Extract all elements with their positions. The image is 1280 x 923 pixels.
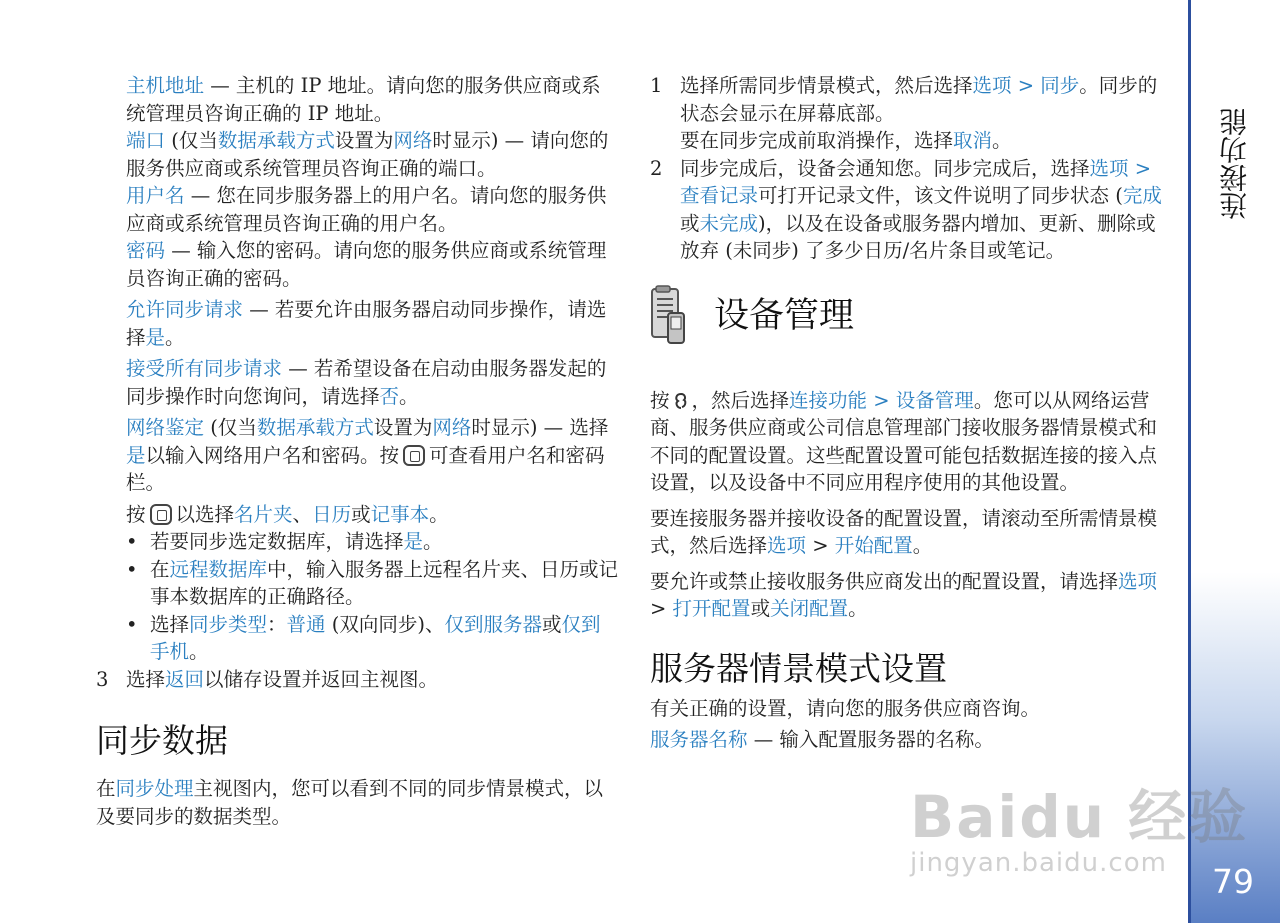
link-cancel[interactable]: 取消 [953, 129, 993, 152]
device-mgmt-para-2 [650, 505, 1170, 560]
device-mgmt-header [650, 285, 1170, 347]
password-item [96, 237, 620, 292]
text: — 输入您的密码。请向您的服务供应商或系统管理员咨询正确的密码。 [126, 239, 607, 290]
link-network[interactable]: 网络 [393, 129, 433, 152]
step-2 [650, 155, 1170, 265]
text: 选择所需同步情景模式，然后选择 [680, 74, 973, 97]
right-column [650, 72, 1170, 754]
text: 在 [150, 557, 170, 581]
text: 以储存设置并返回主视图。 [204, 667, 439, 691]
link-view-log[interactable]: 查看记录 [680, 184, 759, 207]
navi-key-icon [150, 504, 172, 525]
allow-sync-term[interactable]: 允许同步请求 [126, 298, 244, 321]
bullet-item [96, 556, 620, 611]
net-auth-term[interactable]: 网络鉴定 [126, 416, 205, 439]
step-3 [96, 666, 620, 694]
text: — 若要允许由服务器启动同步操作，请选择 [126, 298, 607, 349]
step-number: 2 [650, 156, 663, 180]
link-complete[interactable]: 完成 [1122, 184, 1162, 207]
link-sync-handler[interactable]: 同步处理 [115, 777, 194, 800]
net-auth-item [96, 414, 620, 497]
link-notes[interactable]: 记事本 [370, 502, 430, 526]
accept-all-item [96, 355, 620, 410]
text: 。您可以从网络运营商、服务供应商或公司信息管理部门接收服务器情景模式和不同的配置设置。这些配置设置可能包括数据连接的接入点设置，以及设备中不同应用程序使用的其他设置。 [650, 388, 1158, 494]
sync-data-para [96, 775, 620, 830]
text: 按 [126, 502, 146, 526]
text: 以输入网络用户名和密码。按 [145, 443, 400, 467]
text: 中，输入服务器上远程名片夹、日历或记事本数据库的正确路径。 [150, 557, 619, 608]
text: 、 [292, 502, 313, 526]
link-device-mgmt[interactable]: 设备管理 [895, 388, 974, 412]
bullet-mark: • [126, 530, 138, 553]
left-column [96, 72, 620, 830]
link-remote-db[interactable]: 远程数据库 [169, 557, 268, 581]
watermark-url: jingyan.baidu.com [910, 848, 1167, 878]
link-normal[interactable]: 普通 [286, 612, 326, 636]
text: — 若希望设备在启动由服务器发起的同步操作时向您询问，请选择 [126, 357, 607, 408]
link-options[interactable]: 选项 [1118, 569, 1158, 593]
chapter-title: 连接功能 [1218, 108, 1251, 220]
link-sync[interactable]: 同步 [1040, 74, 1080, 97]
text: 要允许或禁止接收服务供应商发出的配置设置，请选择 [650, 569, 1119, 593]
bullet-mark: • [126, 557, 138, 581]
link-yes[interactable]: 是 [403, 530, 424, 553]
text: 时显示) — 请向您的服务供应商或系统管理员咨询正确的端口。 [126, 129, 609, 180]
step-1 [650, 72, 1170, 155]
text: 。 [399, 384, 419, 408]
text: — 输入配置服务器的名称。 [747, 728, 994, 751]
server-name-item [650, 726, 1170, 754]
link-incomplete[interactable]: 未完成 [699, 211, 759, 235]
text: > [650, 597, 673, 620]
bullet-mark: • [126, 612, 138, 636]
text: 设置为 [334, 129, 394, 152]
bullet-item [96, 611, 620, 666]
text: 。 [165, 325, 185, 349]
link-yes[interactable]: 是 [126, 443, 146, 467]
link-to-phone[interactable]: 仅到手机 [150, 612, 601, 663]
step-number: 1 [650, 74, 663, 97]
server-name-term[interactable]: 服务器名称 [650, 728, 748, 751]
text: 。 [429, 502, 449, 526]
link-bearer[interactable]: 数据承载方式 [256, 416, 374, 439]
page-number: 79 [1212, 862, 1254, 901]
text: 在 [96, 777, 116, 800]
text: 。 [912, 534, 933, 557]
link-options[interactable]: 选项 [1089, 156, 1129, 180]
device-mgmt-para-3 [650, 568, 1170, 623]
device-mgmt-para-1 [650, 387, 1170, 497]
link-start-config[interactable]: 开始配置 [834, 534, 913, 557]
text: 可打开记录文件，该文件说明了同步状态 ( [758, 184, 1123, 207]
host-address-desc: — 主机的 IP 地址。请向您的服务供应商或系统管理员咨询正确的 IP 地址。 [126, 74, 601, 125]
text: 要连接服务器并接收设备的配置设置，请滚动至所需情景模式，然后选择 [650, 506, 1158, 557]
text: 或 [680, 211, 700, 235]
link-contacts[interactable]: 名片夹 [234, 502, 293, 526]
menu-key-icon [672, 392, 690, 410]
link-to-server[interactable]: 仅到服务器 [444, 612, 542, 636]
text: — 您在同步服务器上的用户名。请向您的服务供应商或系统管理员咨询正确的用户名。 [126, 184, 607, 235]
text: 以选择 [175, 502, 235, 526]
text: ，然后选择 [691, 388, 790, 412]
link-sync-type[interactable]: 同步类型 [189, 612, 268, 636]
link-open-config[interactable]: 打开配置 [672, 597, 751, 620]
accept-all-term[interactable]: 接受所有同步请求 [126, 357, 283, 380]
text: 或 [542, 612, 562, 636]
link-no[interactable]: 否 [379, 384, 400, 408]
text: 或 [750, 597, 771, 620]
text: (仅当 [204, 416, 257, 439]
text: )，以及在设备或服务器内增加、更新、删除或放弃 (未同步) 了多少日历/名片条目或笔记。 [680, 211, 1156, 262]
link-options[interactable]: 选项 [972, 74, 1012, 97]
text: 按 [650, 388, 670, 412]
link-options[interactable]: 选项 [767, 534, 807, 557]
text: 。 [423, 530, 443, 553]
text: 选择 [150, 612, 190, 636]
text: > [867, 388, 896, 412]
host-address-term[interactable]: 主机地址 [126, 74, 205, 97]
text: > [806, 534, 835, 557]
link-network[interactable]: 网络 [432, 416, 472, 439]
link-close-config[interactable]: 关闭配置 [770, 597, 849, 620]
host-address-item [96, 72, 620, 127]
port-term[interactable]: 端口 [126, 129, 166, 152]
text: 。 [848, 597, 868, 620]
step-number: 3 [96, 667, 109, 691]
port-item [96, 127, 620, 182]
text: 要在同步完成前取消操作，选择 [680, 129, 954, 152]
link-calendar[interactable]: 日历 [312, 502, 352, 526]
watermark-logo: Baidu 经验 [910, 783, 1249, 851]
link-connectivity[interactable]: 连接功能 [789, 388, 868, 412]
press-line [96, 501, 620, 529]
heading-server-profile: 服务器情景模式设置 [650, 648, 947, 688]
text: 选择 [126, 667, 166, 691]
heading-sync-data: 同步数据 [96, 721, 228, 760]
text: 同步完成后，设备会通知您。同步完成后，选择 [680, 156, 1090, 180]
text: 。 [189, 640, 209, 663]
text: 。 [992, 129, 1012, 152]
text: ： [267, 612, 287, 636]
device-manager-icon [650, 285, 690, 347]
link-bearer[interactable]: 数据承载方式 [217, 129, 335, 152]
username-term[interactable]: 用户名 [126, 184, 185, 207]
text: > [1011, 74, 1041, 97]
text: (双向同步)、 [325, 612, 445, 636]
server-profile-para: 有关正确的设置，请向您的服务供应商咨询。 [650, 696, 1041, 720]
text: 可查看用户名和密码栏。 [126, 443, 605, 494]
text: 若要同步选定数据库，请选择 [150, 530, 404, 553]
navi-key-icon [403, 445, 425, 466]
allow-sync-item [96, 296, 620, 351]
link-back[interactable]: 返回 [165, 667, 205, 691]
link-yes[interactable]: 是 [145, 325, 166, 349]
bullet-item [96, 528, 620, 556]
text: 时显示) — 选择 [471, 416, 609, 439]
section-title: 设备管理 [714, 295, 855, 336]
text: 主视图内，您可以看到不同的同步情景模式，以及要同步的数据类型。 [96, 777, 604, 828]
text: 设置为 [373, 416, 433, 439]
text: 。同步的状态会显示在屏幕底部。 [680, 74, 1158, 125]
username-item [96, 182, 620, 237]
text: 或 [351, 502, 371, 526]
text: (仅当 [165, 129, 218, 152]
text: > [1128, 156, 1152, 180]
password-term[interactable]: 密码 [126, 239, 166, 262]
